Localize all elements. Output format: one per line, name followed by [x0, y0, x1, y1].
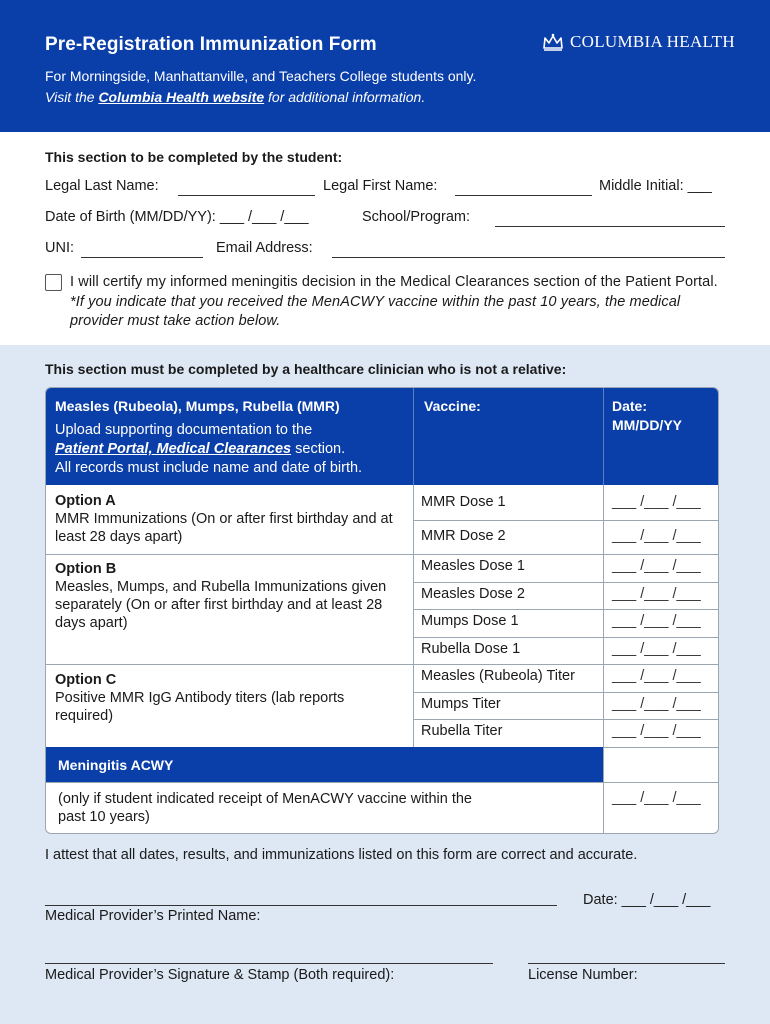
vaccine-mmr-dose-2: MMR Dose 2: [421, 528, 506, 544]
date-column-header: Date:: [612, 398, 648, 414]
meningitis-title: Meningitis ACWY: [58, 757, 174, 773]
row-divider: [413, 609, 719, 610]
vaccine-rubella-titer: Rubella Titer: [421, 723, 503, 739]
middle-initial-field[interactable]: Middle Initial: ___: [599, 178, 712, 194]
date-field-mmr-dose-1[interactable]: ___ /___ /___: [612, 494, 701, 510]
license-number-label: License Number:: [528, 967, 638, 983]
date-field-measles-dose-2[interactable]: ___ /___ /___: [612, 586, 701, 602]
clinician-section-heading: This section must be completed by a healthcare clinician who is not a relative:: [45, 361, 567, 377]
date-field-mumps-dose-1[interactable]: ___ /___ /___: [612, 613, 701, 629]
vaccine-mumps-dose-1: Mumps Dose 1: [421, 613, 519, 629]
header-info-line: [45, 89, 425, 105]
date-format-header: MM/DD/YY: [612, 417, 682, 433]
option-a-title: Option A: [55, 493, 116, 509]
license-number-field[interactable]: [528, 963, 725, 964]
option-b-title: Option B: [55, 561, 117, 577]
crown-icon: [542, 33, 564, 51]
last-name-field[interactable]: [178, 195, 315, 196]
column-divider-1: [413, 485, 414, 747]
row-divider: [413, 637, 719, 638]
last-name-label: Legal Last Name:: [45, 178, 159, 194]
upload-instructions: [55, 421, 415, 478]
student-section-heading: This section to be completed by the student:: [45, 149, 343, 165]
date-field-mumps-titer[interactable]: ___ /___ /___: [612, 696, 701, 712]
row-divider: [413, 719, 719, 720]
provider-date-field[interactable]: Date: ___ /___ /___: [583, 892, 711, 908]
date-field-measles-titer[interactable]: ___ /___ /___: [612, 668, 701, 684]
meningitis-certify-checkbox[interactable]: [45, 274, 62, 291]
attestation-text: I attest that all dates, results, and immunizations listed on this form are correct and accurate.: [45, 847, 638, 863]
school-field[interactable]: [495, 226, 725, 227]
option-c: [55, 671, 405, 725]
option-c-desc: Positive MMR IgG Antibody titers (lab reports required): [55, 690, 345, 724]
date-field-rubella-dose-1[interactable]: ___ /___ /___: [612, 641, 701, 657]
printed-name-field[interactable]: [45, 905, 557, 906]
date-field-meningitis[interactable]: ___ /___ /___: [612, 790, 701, 806]
header-divider-2: [603, 388, 604, 485]
form-title: Pre-Registration Immunization Form: [45, 34, 377, 55]
header-subtitle: For Morningside, Manhattanville, and Teachers College students only.: [45, 68, 477, 84]
patient-portal-link[interactable]: Patient Portal, Medical Clearances: [55, 441, 292, 457]
signature-label: Medical Provider’s Signature & Stamp (Both required):: [45, 967, 395, 983]
dob-field[interactable]: Date of Birth (MM/DD/YY): ___ /___ /___: [45, 209, 309, 225]
columbia-health-website-link[interactable]: Columbia Health website: [98, 89, 265, 105]
option-c-title: Option C: [55, 672, 117, 688]
brand-logo: [542, 32, 735, 52]
email-label: Email Address:: [216, 240, 313, 256]
option-divider-a: [46, 554, 719, 555]
option-a: [55, 492, 405, 546]
row-divider: [413, 582, 719, 583]
mmr-heading: Measles (Rubeola), Mumps, Rubella (MMR): [55, 398, 340, 414]
vaccine-mumps-titer: Mumps Titer: [421, 696, 501, 712]
vaccine-measles-titer: Measles (Rubeola) Titer: [421, 668, 575, 684]
school-label: School/Program:: [362, 209, 470, 225]
uni-field[interactable]: [81, 257, 203, 258]
option-a-desc: MMR Immunizations (On or after first birthday and at least 28 days apart): [55, 511, 393, 545]
clinician-section: [0, 345, 770, 1024]
date-field-mmr-dose-2[interactable]: ___ /___ /___: [612, 528, 701, 544]
upload-pre: Upload supporting documentation to the: [55, 422, 313, 438]
email-field[interactable]: [332, 257, 725, 258]
date-field-measles-dose-1[interactable]: ___ /___ /___: [612, 558, 701, 574]
signature-field[interactable]: [45, 963, 493, 964]
vaccine-rubella-dose-1: Rubella Dose 1: [421, 641, 521, 657]
vaccine-mmr-dose-1: MMR Dose 1: [421, 494, 506, 510]
row-divider: [46, 782, 719, 783]
option-b-desc: Measles, Mumps, and Rubella Immunizations given separately (On or after first birthday and at least 28 days apart): [55, 579, 387, 631]
cert-statement: I will certify my informed meningitis decision in the Medical Clearances section of the Patient Portal.: [70, 274, 718, 290]
first-name-label: Legal First Name:: [323, 178, 438, 194]
immunization-table: [45, 387, 719, 834]
vaccine-measles-dose-1: Measles Dose 1: [421, 558, 525, 574]
date-field-rubella-titer[interactable]: ___ /___ /___: [612, 723, 701, 739]
upload-post: section.: [291, 441, 346, 457]
info-prefix: Visit the: [45, 89, 99, 105]
meningitis-certify-text: [70, 273, 730, 332]
meningitis-desc: (only if student indicated receipt of MenACWY vaccine within the past 10 years): [58, 791, 472, 825]
vaccine-column-header: Vaccine:: [424, 398, 481, 414]
printed-name-label: Medical Provider’s Printed Name:: [45, 908, 261, 924]
row-divider: [413, 692, 719, 693]
vaccine-measles-dose-2: Measles Dose 2: [421, 586, 525, 602]
option-b: [55, 560, 405, 632]
row-divider: [413, 520, 719, 521]
option-divider-b: [46, 664, 719, 665]
info-suffix: for additional information.: [264, 89, 426, 105]
cert-note: *If you indicate that you received the MenACWY vaccine within the past 10 years, the medical provider must take action below.: [70, 293, 681, 329]
row-divider: [603, 747, 719, 748]
records-note: All records must include name and date of birth.: [55, 460, 363, 476]
brand-name: COLUMBIA HEALTH: [570, 32, 735, 51]
uni-label: UNI:: [45, 240, 74, 256]
form-header: [0, 0, 770, 132]
header-divider-1: [413, 388, 414, 485]
first-name-field[interactable]: [455, 195, 592, 196]
student-section: [0, 132, 770, 345]
